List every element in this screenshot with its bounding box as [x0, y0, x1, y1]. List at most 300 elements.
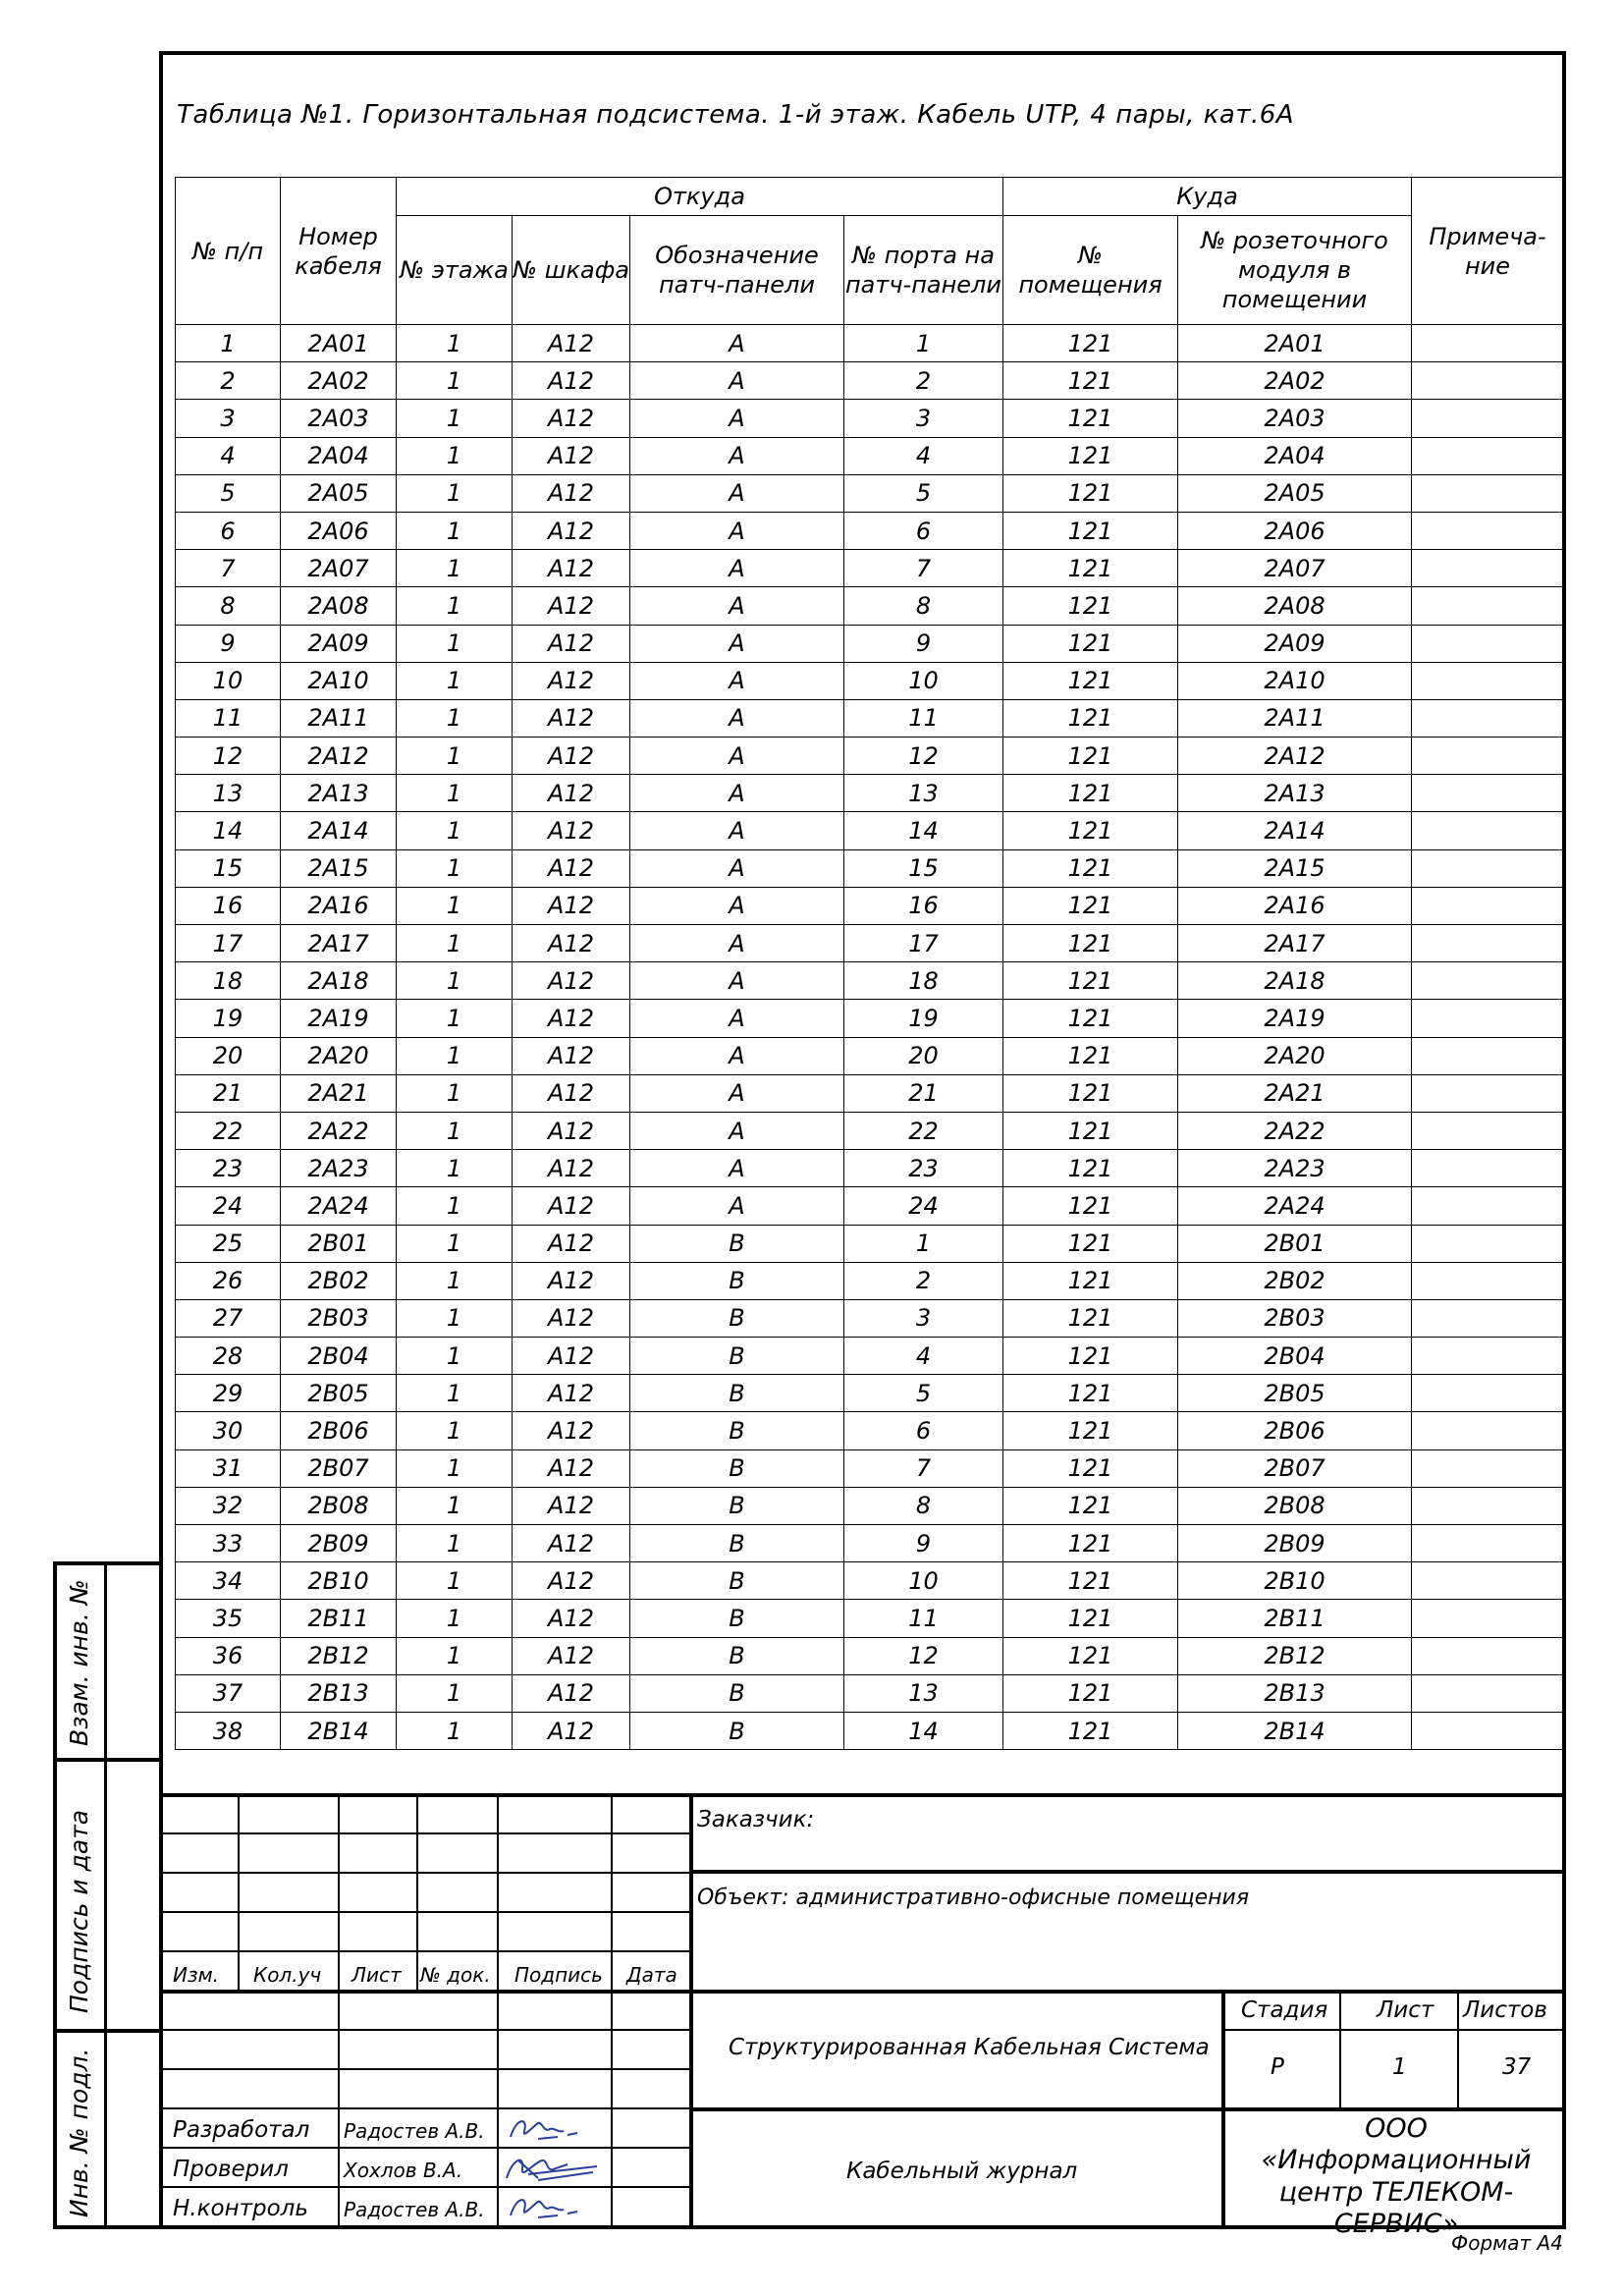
outlet-module-cell: 2A14: [1178, 812, 1412, 849]
floor-cell: 1: [397, 362, 513, 400]
room-cell: 121: [1003, 1150, 1178, 1187]
cabinet-cell: A12: [513, 849, 630, 887]
role-developed: Разработал: [173, 2117, 310, 2143]
floor-cell: 1: [397, 1000, 513, 1037]
floor-cell: 1: [397, 1299, 513, 1337]
cabinet-cell: A12: [513, 1338, 630, 1375]
note-cell: [1412, 1150, 1564, 1187]
stamp-col-koluch: Кол.уч: [253, 1963, 322, 1987]
row-num-cell: 38: [176, 1712, 281, 1749]
cable-number-cell: 2B02: [281, 1262, 397, 1299]
cable-number-cell: 2A07: [281, 550, 397, 587]
port-cell: 10: [844, 1562, 1003, 1600]
room-cell: 121: [1003, 325, 1178, 362]
cabinet-cell: A12: [513, 887, 630, 924]
room-cell: 121: [1003, 625, 1178, 662]
table-row: [176, 550, 1564, 587]
port-cell: 14: [844, 1712, 1003, 1749]
room-cell: 121: [1003, 925, 1178, 962]
patch-panel-cell: A: [630, 474, 844, 512]
row-num-cell: 7: [176, 550, 281, 587]
port-cell: 10: [844, 662, 1003, 699]
patch-panel-cell: A: [630, 1187, 844, 1225]
cabinet-cell: A12: [513, 1262, 630, 1299]
floor-cell: 1: [397, 849, 513, 887]
note-cell: [1412, 1412, 1564, 1449]
room-cell: 121: [1003, 1449, 1178, 1487]
outlet-module-cell: 2B14: [1178, 1712, 1412, 1749]
floor-cell: 1: [397, 550, 513, 587]
customer-label: Заказчик:: [697, 1807, 815, 1832]
table-row: [176, 1674, 1564, 1712]
patch-panel-cell: B: [630, 1412, 844, 1449]
table-row: [176, 1562, 1564, 1600]
row-num-cell: 36: [176, 1637, 281, 1674]
table-row: [176, 400, 1564, 437]
port-cell: 23: [844, 1150, 1003, 1187]
floor-cell: 1: [397, 1262, 513, 1299]
table-row: [176, 1150, 1564, 1187]
cabinet-cell: A12: [513, 812, 630, 849]
table-title: Таблица №1. Горизонтальная подсистема. 1-й этаж. Кабель UTP, 4 пары, кат.6А: [177, 100, 1295, 130]
room-cell: 121: [1003, 1225, 1178, 1262]
stamp-col-data: Дата: [626, 1963, 677, 1987]
room-cell: 121: [1003, 512, 1178, 549]
port-cell: 16: [844, 887, 1003, 924]
table-row: [176, 1112, 1564, 1149]
floor-cell: 1: [397, 1225, 513, 1262]
signature-checker: [499, 2149, 609, 2188]
floor-cell: 1: [397, 625, 513, 662]
room-cell: 121: [1003, 775, 1178, 812]
signature-developer: [499, 2109, 609, 2149]
role-checked: Проверил: [173, 2157, 289, 2182]
cable-number-cell: 2B03: [281, 1299, 397, 1337]
port-cell: 6: [844, 1412, 1003, 1449]
room-cell: 121: [1003, 887, 1178, 924]
patch-panel-cell: A: [630, 775, 844, 812]
outlet-module-cell: 2B10: [1178, 1562, 1412, 1600]
row-num-cell: 30: [176, 1412, 281, 1449]
outlet-module-cell: 2A04: [1178, 437, 1412, 474]
floor-cell: 1: [397, 587, 513, 625]
stage-label: Стадия: [1241, 1997, 1328, 2023]
outlet-module-cell: 2A17: [1178, 925, 1412, 962]
room-cell: 121: [1003, 1262, 1178, 1299]
patch-panel-cell: A: [630, 437, 844, 474]
table-row: [176, 1412, 1564, 1449]
room-cell: 121: [1003, 1412, 1178, 1449]
floor-cell: 1: [397, 474, 513, 512]
cable-number-cell: 2A06: [281, 512, 397, 549]
cabinet-cell: A12: [513, 1487, 630, 1524]
cabinet-cell: A12: [513, 1600, 630, 1637]
patch-panel-cell: A: [630, 512, 844, 549]
cable-number-cell: 2A24: [281, 1187, 397, 1225]
ncontrol-name: Радостев А.В.: [344, 2198, 485, 2221]
row-num-cell: 2: [176, 362, 281, 400]
cable-number-cell: 2A19: [281, 1000, 397, 1037]
outlet-module-cell: 2B08: [1178, 1487, 1412, 1524]
cabinet-cell: A12: [513, 1674, 630, 1712]
table-row: [176, 662, 1564, 699]
room-cell: 121: [1003, 662, 1178, 699]
port-cell: 4: [844, 437, 1003, 474]
patch-panel-cell: B: [630, 1449, 844, 1487]
sign-date-label: Подпись и дата: [65, 1809, 93, 2013]
cable-number-cell: 2A20: [281, 1037, 397, 1074]
floor-cell: 1: [397, 1600, 513, 1637]
table-row: [176, 1000, 1564, 1037]
room-cell: 121: [1003, 1112, 1178, 1149]
room-cell: 121: [1003, 1000, 1178, 1037]
col-port-header: № порта на патч-панели: [844, 216, 1003, 325]
table-row: [176, 625, 1564, 662]
patch-panel-cell: A: [630, 925, 844, 962]
patch-panel-cell: A: [630, 587, 844, 625]
floor-cell: 1: [397, 812, 513, 849]
table-row: [176, 849, 1564, 887]
note-cell: [1412, 1262, 1564, 1299]
outlet-module-cell: 2A18: [1178, 962, 1412, 1000]
patch-panel-cell: A: [630, 400, 844, 437]
note-cell: [1412, 775, 1564, 812]
floor-cell: 1: [397, 1562, 513, 1600]
outlet-module-cell: 2A06: [1178, 512, 1412, 549]
cabinet-cell: A12: [513, 362, 630, 400]
row-num-cell: 31: [176, 1449, 281, 1487]
cabinet-cell: A12: [513, 962, 630, 1000]
row-num-cell: 10: [176, 662, 281, 699]
cable-number-cell: 2A18: [281, 962, 397, 1000]
cable-number-cell: 2A13: [281, 775, 397, 812]
port-cell: 11: [844, 1600, 1003, 1637]
room-cell: 121: [1003, 474, 1178, 512]
row-num-cell: 20: [176, 1037, 281, 1074]
cable-number-cell: 2A17: [281, 925, 397, 962]
room-cell: 121: [1003, 362, 1178, 400]
stamp-col-izm: Изм.: [173, 1963, 220, 1987]
row-num-cell: 22: [176, 1112, 281, 1149]
cabinet-cell: A12: [513, 437, 630, 474]
floor-cell: 1: [397, 1449, 513, 1487]
port-cell: 22: [844, 1112, 1003, 1149]
cabinet-cell: A12: [513, 1112, 630, 1149]
room-cell: 121: [1003, 1074, 1178, 1112]
row-num-cell: 32: [176, 1487, 281, 1524]
col-room-header: № помещения: [1003, 216, 1178, 325]
row-num-cell: 28: [176, 1338, 281, 1375]
cabinet-cell: A12: [513, 1712, 630, 1749]
port-cell: 18: [844, 962, 1003, 1000]
cabinet-cell: A12: [513, 1074, 630, 1112]
patch-panel-cell: B: [630, 1225, 844, 1262]
patch-panel-cell: B: [630, 1674, 844, 1712]
note-cell: [1412, 400, 1564, 437]
outlet-module-cell: 2A10: [1178, 662, 1412, 699]
checker-name: Хохлов В.А.: [344, 2159, 463, 2182]
cable-number-cell: 2A23: [281, 1150, 397, 1187]
outlet-module-cell: 2A02: [1178, 362, 1412, 400]
cable-number-cell: 2A09: [281, 625, 397, 662]
cable-number-cell: 2B13: [281, 1674, 397, 1712]
outlet-module-cell: 2A07: [1178, 550, 1412, 587]
note-cell: [1412, 1525, 1564, 1562]
sheet-label: Лист: [1377, 1997, 1434, 2023]
cabinet-cell: A12: [513, 1562, 630, 1600]
vzam-label: Взам. инв. №: [65, 1579, 93, 1746]
outlet-module-cell: 2B02: [1178, 1262, 1412, 1299]
cabinet-cell: A12: [513, 1449, 630, 1487]
note-cell: [1412, 925, 1564, 962]
note-cell: [1412, 1338, 1564, 1375]
row-num-cell: 14: [176, 812, 281, 849]
floor-cell: 1: [397, 662, 513, 699]
port-cell: 8: [844, 1487, 1003, 1524]
stage-value: Р: [1271, 2054, 1284, 2080]
patch-panel-cell: B: [630, 1299, 844, 1337]
cable-number-cell: 2B05: [281, 1375, 397, 1412]
cable-number-cell: 2A14: [281, 812, 397, 849]
patch-panel-cell: B: [630, 1375, 844, 1412]
outlet-module-cell: 2A05: [1178, 474, 1412, 512]
stamp-col-ndoc: № док.: [420, 1963, 491, 1987]
room-cell: 121: [1003, 400, 1178, 437]
table-row: [176, 1262, 1564, 1299]
cabinet-cell: A12: [513, 1150, 630, 1187]
cable-number-cell: 2A01: [281, 325, 397, 362]
patch-panel-cell: A: [630, 738, 844, 775]
room-cell: 121: [1003, 1674, 1178, 1712]
patch-panel-cell: B: [630, 1487, 844, 1524]
sheets-label: Листов: [1463, 1997, 1547, 2023]
cabinet-cell: A12: [513, 1637, 630, 1674]
outlet-module-cell: 2B11: [1178, 1600, 1412, 1637]
room-cell: 121: [1003, 1712, 1178, 1749]
floor-cell: 1: [397, 1487, 513, 1524]
note-cell: [1412, 1375, 1564, 1412]
row-num-cell: 24: [176, 1187, 281, 1225]
cabinet-cell: A12: [513, 925, 630, 962]
cabinet-cell: A12: [513, 1000, 630, 1037]
row-num-cell: 15: [176, 849, 281, 887]
outlet-module-cell: 2B07: [1178, 1449, 1412, 1487]
port-cell: 6: [844, 512, 1003, 549]
outlet-module-cell: 2A20: [1178, 1037, 1412, 1074]
floor-cell: 1: [397, 325, 513, 362]
outlet-module-cell: 2B05: [1178, 1375, 1412, 1412]
outlet-module-cell: 2A08: [1178, 587, 1412, 625]
col-num-header: № п/п: [176, 178, 281, 325]
patch-panel-cell: A: [630, 1000, 844, 1037]
table-row: [176, 1449, 1564, 1487]
floor-cell: 1: [397, 699, 513, 737]
floor-cell: 1: [397, 1674, 513, 1712]
table-row: [176, 1225, 1564, 1262]
port-cell: 13: [844, 1674, 1003, 1712]
cable-number-cell: 2B04: [281, 1338, 397, 1375]
cable-number-cell: 2A21: [281, 1074, 397, 1112]
port-cell: 9: [844, 625, 1003, 662]
cable-number-cell: 2A10: [281, 662, 397, 699]
table-row: [176, 887, 1564, 924]
cable-number-cell: 2B09: [281, 1525, 397, 1562]
floor-cell: 1: [397, 925, 513, 962]
room-cell: 121: [1003, 1187, 1178, 1225]
note-cell: [1412, 1674, 1564, 1712]
from-group-header: Откуда: [397, 178, 1003, 216]
table-row: [176, 699, 1564, 737]
patch-panel-cell: B: [630, 1600, 844, 1637]
note-cell: [1412, 587, 1564, 625]
port-cell: 5: [844, 474, 1003, 512]
table-row: [176, 1187, 1564, 1225]
table-row: [176, 437, 1564, 474]
cable-table: [175, 177, 1564, 1750]
room-cell: 121: [1003, 1037, 1178, 1074]
port-cell: 14: [844, 812, 1003, 849]
note-cell: [1412, 1487, 1564, 1524]
cabinet-cell: A12: [513, 400, 630, 437]
port-cell: 5: [844, 1375, 1003, 1412]
port-cell: 24: [844, 1187, 1003, 1225]
port-cell: 3: [844, 400, 1003, 437]
table-row: [176, 1299, 1564, 1337]
format-label: Формат А4: [1451, 2231, 1563, 2255]
cabinet-cell: A12: [513, 1525, 630, 1562]
note-cell: [1412, 1637, 1564, 1674]
outlet-module-cell: 2A12: [1178, 738, 1412, 775]
cabinet-cell: A12: [513, 512, 630, 549]
patch-panel-cell: A: [630, 362, 844, 400]
row-num-cell: 12: [176, 738, 281, 775]
stamp-col-podpis: Подпись: [514, 1963, 603, 1987]
outlet-module-cell: 2B01: [1178, 1225, 1412, 1262]
note-cell: [1412, 1449, 1564, 1487]
port-cell: 20: [844, 1037, 1003, 1074]
note-cell: [1412, 1600, 1564, 1637]
room-cell: 121: [1003, 699, 1178, 737]
floor-cell: 1: [397, 1112, 513, 1149]
table-row: [176, 1525, 1564, 1562]
outlet-module-cell: 2A03: [1178, 400, 1412, 437]
outlet-module-cell: 2A16: [1178, 887, 1412, 924]
note-cell: [1412, 1299, 1564, 1337]
note-cell: [1412, 1712, 1564, 1749]
room-cell: 121: [1003, 812, 1178, 849]
port-cell: 1: [844, 1225, 1003, 1262]
floor-cell: 1: [397, 1187, 513, 1225]
outlet-module-cell: 2B09: [1178, 1525, 1412, 1562]
note-cell: [1412, 662, 1564, 699]
sheets-value: 37: [1502, 2054, 1532, 2080]
cabinet-cell: A12: [513, 662, 630, 699]
room-cell: 121: [1003, 1338, 1178, 1375]
note-cell: [1412, 849, 1564, 887]
stamp-col-list: Лист: [352, 1963, 402, 1987]
patch-panel-cell: A: [630, 1112, 844, 1149]
room-cell: 121: [1003, 1375, 1178, 1412]
outlet-module-cell: 2A21: [1178, 1074, 1412, 1112]
port-cell: 3: [844, 1299, 1003, 1337]
row-num-cell: 34: [176, 1562, 281, 1600]
system-name: Структурированная Кабельная Система: [729, 2035, 1210, 2060]
port-cell: 12: [844, 1637, 1003, 1674]
cabinet-cell: A12: [513, 738, 630, 775]
cable-number-cell: 2B12: [281, 1637, 397, 1674]
note-cell: [1412, 437, 1564, 474]
sheet-value: 1: [1392, 2054, 1407, 2080]
cabinet-cell: A12: [513, 1375, 630, 1412]
note-cell: [1412, 962, 1564, 1000]
note-cell: [1412, 738, 1564, 775]
room-cell: 121: [1003, 1299, 1178, 1337]
inv-orig-label: Инв. № подл.: [65, 2048, 93, 2217]
row-num-cell: 23: [176, 1150, 281, 1187]
note-cell: [1412, 1000, 1564, 1037]
room-cell: 121: [1003, 738, 1178, 775]
row-num-cell: 21: [176, 1074, 281, 1112]
cable-number-cell: 2B11: [281, 1600, 397, 1637]
patch-panel-cell: A: [630, 1037, 844, 1074]
floor-cell: 1: [397, 1037, 513, 1074]
table-row: [176, 1487, 1564, 1524]
outlet-module-cell: 2B12: [1178, 1637, 1412, 1674]
row-num-cell: 3: [176, 400, 281, 437]
cabinet-cell: A12: [513, 1225, 630, 1262]
room-cell: 121: [1003, 1487, 1178, 1524]
patch-panel-cell: B: [630, 1637, 844, 1674]
patch-panel-cell: B: [630, 1262, 844, 1299]
port-cell: 9: [844, 1525, 1003, 1562]
cable-number-cell: 2B08: [281, 1487, 397, 1524]
patch-panel-cell: A: [630, 849, 844, 887]
cable-number-cell: 2A03: [281, 400, 397, 437]
col-panel-header: Обозначение патч-панели: [630, 216, 844, 325]
note-cell: [1412, 1187, 1564, 1225]
row-num-cell: 6: [176, 512, 281, 549]
patch-panel-cell: A: [630, 662, 844, 699]
row-num-cell: 35: [176, 1600, 281, 1637]
note-cell: [1412, 1112, 1564, 1149]
floor-cell: 1: [397, 775, 513, 812]
table-row: [176, 1637, 1564, 1674]
room-cell: 121: [1003, 437, 1178, 474]
room-cell: 121: [1003, 1637, 1178, 1674]
row-num-cell: 16: [176, 887, 281, 924]
patch-panel-cell: A: [630, 887, 844, 924]
row-num-cell: 18: [176, 962, 281, 1000]
note-cell: [1412, 887, 1564, 924]
patch-panel-cell: B: [630, 1712, 844, 1749]
note-cell: [1412, 1074, 1564, 1112]
row-num-cell: 27: [176, 1299, 281, 1337]
floor-cell: 1: [397, 1637, 513, 1674]
outlet-module-cell: 2A11: [1178, 699, 1412, 737]
patch-panel-cell: A: [630, 550, 844, 587]
table-row: [176, 925, 1564, 962]
note-cell: [1412, 474, 1564, 512]
row-num-cell: 9: [176, 625, 281, 662]
table-row: [176, 1600, 1564, 1637]
port-cell: 4: [844, 1338, 1003, 1375]
cable-number-cell: 2A12: [281, 738, 397, 775]
cable-number-cell: 2A16: [281, 887, 397, 924]
table-row: [176, 775, 1564, 812]
organization-name: ООО «Информационный центр ТЕЛЕКОМ-СЕРВИС»: [1261, 2113, 1532, 2240]
cable-number-cell: 2A11: [281, 699, 397, 737]
cable-number-cell: 2B07: [281, 1449, 397, 1487]
